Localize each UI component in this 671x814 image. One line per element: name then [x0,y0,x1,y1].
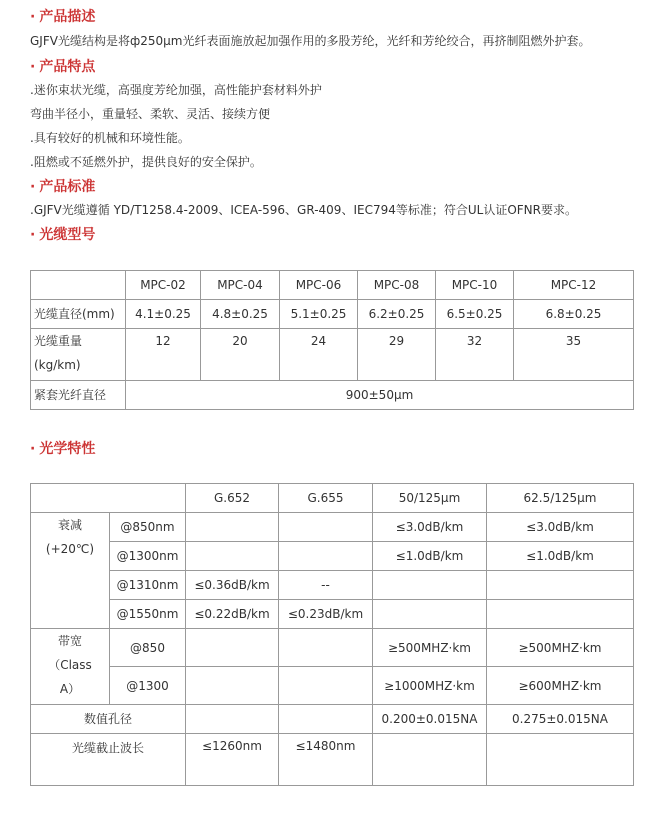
table-row [31,271,634,300]
bullet-dot: · [30,9,36,25]
table-cell: 0.200±0.015NA [373,705,487,734]
row-label: 光缆重量(kg/km) [31,329,126,381]
table-cell [487,734,634,786]
table-cell: ≥500MHZ·km [487,629,634,667]
model-header: MPC-08 [358,271,436,300]
feature-item: .具有较好的机械和环境性能。 [30,131,190,145]
table-cell: 32 [436,329,514,381]
row-label: 带宽（Class A） [31,629,110,705]
table-row [31,484,634,513]
table-cell [186,629,279,667]
table-row [31,542,634,571]
table-cell [279,705,373,734]
optical-table [30,483,634,786]
table-cell: 6.5±0.25 [436,300,514,329]
table-cell: ≤1.0dB/km [487,542,634,571]
bullet-dot: · [30,227,36,243]
model-table [30,270,634,410]
table-cell: 12 [126,329,201,381]
table-cell [186,667,279,705]
column-header: G.655 [279,484,373,513]
section-title: 光学特性 [39,441,96,457]
table-row [31,705,634,734]
section-title: 产品标准 [39,179,96,195]
table-row [31,600,634,629]
wavelength-cell: @850nm [110,513,186,542]
table-cell: ≤3.0dB/km [373,513,487,542]
table-cell: 4.8±0.25 [201,300,280,329]
feature-item: .阻燃或不延燃外护，提供良好的安全保护。 [30,155,262,169]
column-header: 50/125μm [373,484,487,513]
table-cell: 900±50μm [126,381,634,410]
feature-item: .迷你束状光缆，高强度芳纶加强，高性能护套材料外护 [30,83,322,97]
table-cell: ≥500MHZ·km [373,629,487,667]
wavelength-cell: @850 [110,629,186,667]
table-row [31,629,634,667]
table-row [31,381,634,410]
wavelength-cell: @1300 [110,667,186,705]
model-header: MPC-06 [280,271,358,300]
table-row [31,329,634,381]
section-heading-description [30,7,95,27]
row-label: 光缆截止波长 [31,734,186,786]
section-heading-features [30,57,95,77]
table-cell: 6.2±0.25 [358,300,436,329]
standard-text: .GJFV光缆遵循 YD/T1258.4-2009、ICEA-596、GR-409、IEC794等标准；符合UL认证OFNR要求。 [30,203,577,217]
wavelength-cell: @1300nm [110,542,186,571]
table-cell: ≤1.0dB/km [373,542,487,571]
section-title: 光缆型号 [39,227,96,243]
table-cell [186,542,279,571]
table-cell: -- [279,571,373,600]
model-header: MPC-12 [514,271,634,300]
table-cell: ≤1480nm [279,734,373,786]
wavelength-cell: @1550nm [110,600,186,629]
section-title: 产品特点 [39,59,96,75]
table-row [31,513,634,542]
column-header: G.652 [186,484,279,513]
table-cell: ≤0.36dB/km [186,571,279,600]
bullet-dot: · [30,179,36,195]
section-heading-models [30,225,95,245]
model-header: MPC-10 [436,271,514,300]
table-cell: ≤0.23dB/km [279,600,373,629]
table-cell [487,600,634,629]
table-cell: 24 [280,329,358,381]
table-cell [31,271,126,300]
table-row [31,300,634,329]
table-cell: 6.8±0.25 [514,300,634,329]
bullet-dot: · [30,59,36,75]
table-cell: ≤1260nm [186,734,279,786]
section-heading-standard [30,177,95,197]
table-cell [31,484,186,513]
table-cell: 0.275±0.015NA [487,705,634,734]
row-label: 数值孔径 [31,705,186,734]
model-header: MPC-04 [201,271,280,300]
table-cell [373,734,487,786]
wavelength-cell: @1310nm [110,571,186,600]
table-cell [373,571,487,600]
table-cell: 20 [201,329,280,381]
table-cell: ≤3.0dB/km [487,513,634,542]
row-label: 光缆直径(mm) [31,300,126,329]
table-cell [279,667,373,705]
table-cell [373,600,487,629]
table-row [31,667,634,705]
table-cell [279,513,373,542]
bullet-dot: · [30,441,36,457]
column-header: 62.5/125μm [487,484,634,513]
table-cell: 29 [358,329,436,381]
row-label: 紧套光纤直径 [31,381,126,410]
model-header: MPC-02 [126,271,201,300]
row-label: 衰减(+20℃) [31,513,110,629]
table-cell: 35 [514,329,634,381]
section-heading-optical [30,439,95,459]
section-title: 产品描述 [39,9,96,25]
table-cell [186,705,279,734]
table-cell: ≥600MHZ·km [487,667,634,705]
feature-item: 弯曲半径小，重量轻、柔软、灵活、接续方便 [30,107,271,121]
table-cell: 5.1±0.25 [280,300,358,329]
table-cell [279,629,373,667]
table-row [31,571,634,600]
table-cell: 4.1±0.25 [126,300,201,329]
description-text: GJFV光缆结构是将ф250μm光纤表面施放起加强作用的多股芳纶，光纤和芳纶绞合，再挤制阻燃外护套。 [30,34,591,48]
table-row [31,734,634,786]
table-cell: ≥1000MHZ·km [373,667,487,705]
table-cell [279,542,373,571]
table-cell [186,513,279,542]
table-cell [487,571,634,600]
table-cell: ≤0.22dB/km [186,600,279,629]
